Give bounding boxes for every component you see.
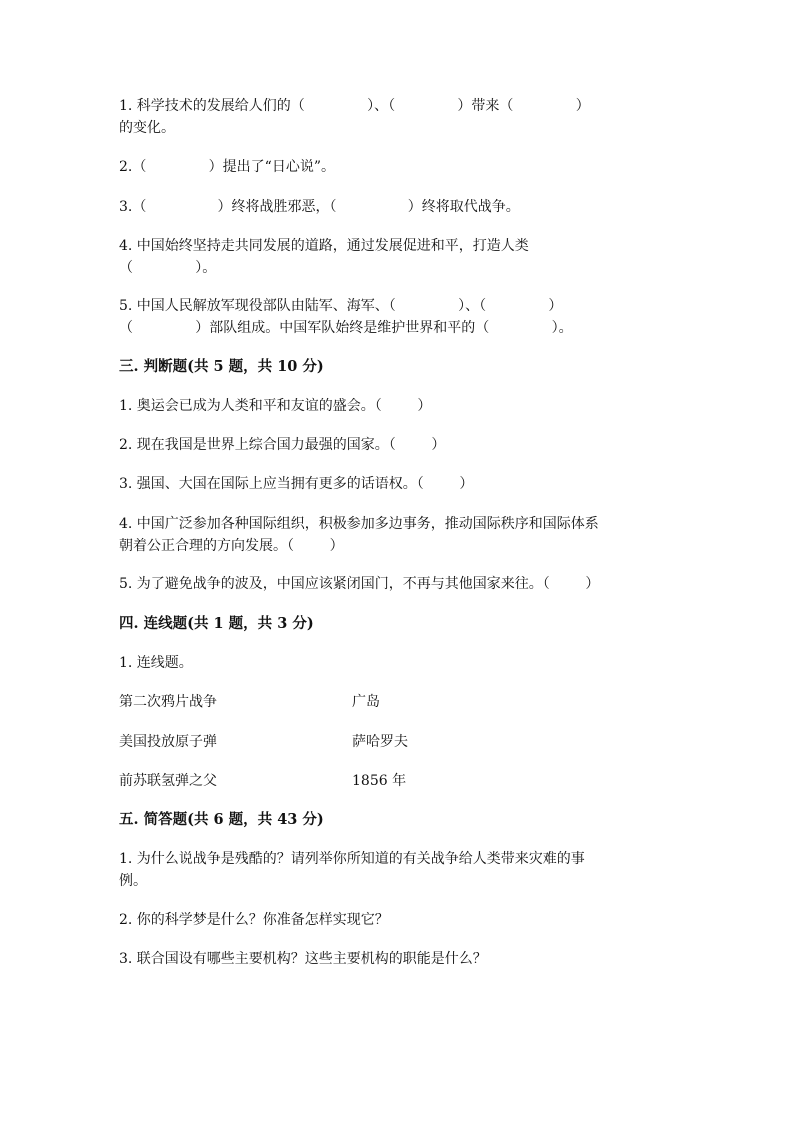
fill-q1-line1: 1. 科学技术的发展给人们的（ ）、（ ）带来（ ） [119, 98, 590, 114]
fill-q5-line1: 5. 中国人民解放军现役部队由陆军、海军、（ ）、（ ） [119, 298, 563, 314]
match-right-item: 1856 年 [352, 773, 407, 789]
tf-q3: 3. 强国、大国在国际上应当拥有更多的话语权。（ ） [119, 476, 474, 492]
match-right-item: 萨哈罗夫 [352, 734, 408, 750]
match-left-item: 第二次鸦片战争 [119, 694, 217, 710]
section3-title: 三. 判断题(共 5 题，共 10 分) [119, 358, 324, 375]
fill-q4-line1: 4. 中国始终坚持走共同发展的道路，通过发展促进和平，打造人类 [119, 238, 529, 254]
fill-q5-line2: （ ）部队组成。中国军队始终是维护世界和平的（ ）。 [119, 320, 573, 336]
fill-q2: 2.（ ）提出了“日心说”。 [119, 159, 335, 175]
sa-q2: 2. 你的科学梦是什么？你准备怎样实现它？ [119, 912, 389, 928]
tf-q1: 1. 奥运会已成为人类和平和友谊的盛会。（ ） [119, 398, 432, 414]
sa-q1-line2: 例。 [119, 873, 147, 889]
match-right-item: 广岛 [352, 694, 380, 710]
sa-q1-line1: 1. 为什么说战争是残酷的？请列举你所知道的有关战争给人类带来灾难的事 [119, 851, 585, 867]
fill-q3: 3.（ ）终将战胜邪恶，（ ）终将取代战争。 [119, 199, 520, 215]
section5-title: 五. 简答题(共 6 题，共 43 分) [119, 811, 324, 828]
match-left-item: 前苏联氢弹之父 [119, 773, 217, 789]
tf-q4-line1: 4. 中国广泛参加各种国际组织，积极参加多边事务，推动国际秩序和国际体系 [119, 516, 599, 532]
tf-q5: 5. 为了避免战争的波及，中国应该紧闭国门，不再与其他国家来往。（ ） [119, 576, 600, 592]
fill-q4-line2: （ ）。 [119, 260, 217, 276]
match-left-item: 美国投放原子弹 [119, 734, 217, 750]
fill-q1-line2: 的变化。 [119, 120, 175, 136]
tf-q4-line2: 朝着公正合理的方向发展。（ ） [119, 538, 344, 554]
sa-q3: 3. 联合国设有哪些主要机构？这些主要机构的职能是什么？ [119, 951, 487, 967]
tf-q2: 2. 现在我国是世界上综合国力最强的国家。（ ） [119, 437, 446, 453]
match-q1: 1. 连线题。 [119, 655, 193, 671]
section4-title: 四. 连线题(共 1 题，共 3 分) [119, 615, 314, 632]
